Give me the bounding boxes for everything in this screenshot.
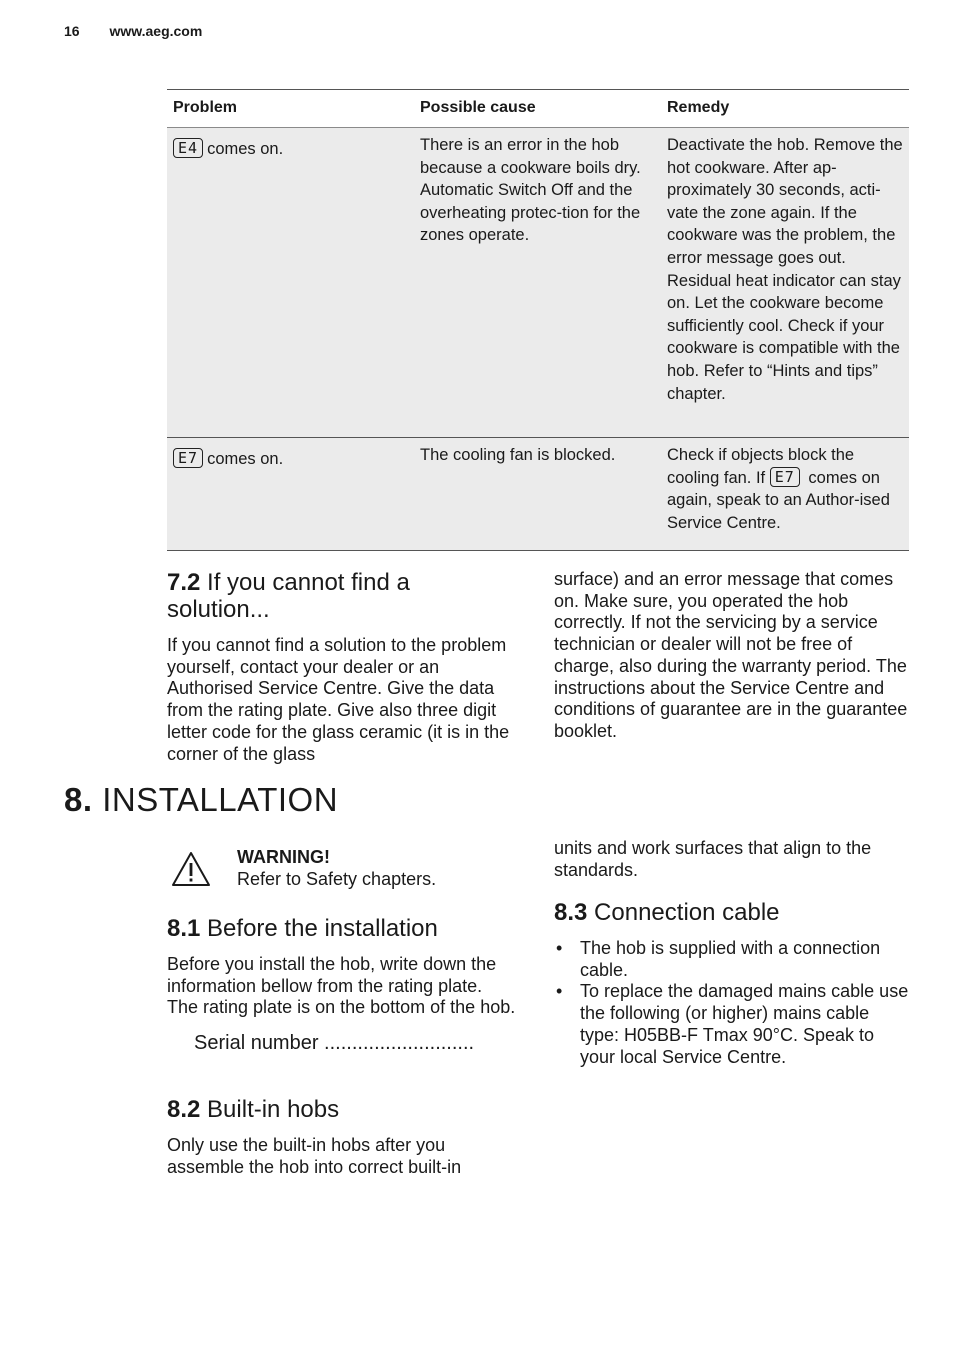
- chapter-title: INSTALLATION: [102, 781, 339, 818]
- section-heading: [167, 915, 517, 942]
- section-8-2: [167, 1096, 517, 1178]
- serial-number-field: Serial number ...........................: [194, 1032, 475, 1055]
- column-header-remedy: Remedy: [661, 90, 909, 128]
- cause-cell: The cooling fan is blocked.: [414, 438, 661, 551]
- section-8-2-continued: [554, 838, 909, 881]
- list-item: • To replace the damaged mains cable use the following (or higher) mains cable type: H05BB-F Tmax 90°C. Speak to your local Service Centre.: [554, 981, 909, 1068]
- remedy-text-before: Check if objects block the cooling fan. If: [667, 446, 855, 487]
- error-code-display-icon: E7: [173, 448, 203, 468]
- section-8-3: [554, 899, 909, 1068]
- section-7-2-right: [554, 569, 909, 743]
- error-code-display-icon: E4: [173, 138, 203, 158]
- problem-text: comes on.: [207, 140, 284, 158]
- table-header-row: [167, 90, 909, 128]
- chapter-heading: [64, 781, 338, 819]
- remedy-cell: [661, 438, 909, 551]
- section-number: 8.1: [167, 915, 201, 942]
- remedy-text-after: comes on again, speak to an Author-ised Service Centre.: [667, 468, 890, 532]
- paragraph: Before you install the hob, write down the information bellow from the rating plate. The rating plate is on the bottom of the hob.: [167, 954, 516, 1018]
- paragraph: units and work surfaces that align to the standards.: [554, 838, 872, 880]
- problem-text: comes on.: [207, 450, 284, 468]
- section-title: Before the installation: [207, 915, 438, 942]
- section-heading: [167, 569, 517, 623]
- problem-cell: [167, 438, 414, 551]
- warning-text: Refer to Safety chapters.: [237, 868, 437, 889]
- section-heading: [167, 1096, 517, 1123]
- section-7-2-left: [167, 569, 517, 765]
- list-item: • The hob is supplied with a connection cable.: [554, 938, 909, 981]
- section-number: 8.2: [167, 1096, 201, 1123]
- warning-triangle-icon: [171, 851, 211, 887]
- section-title: Connection cable: [594, 899, 780, 926]
- paragraph: Only use the built-in hobs after you assemble the hob into correct built-in: [167, 1135, 462, 1177]
- column-header-problem: Problem: [167, 90, 414, 128]
- table-row: [167, 438, 909, 551]
- section-title: Built-in hobs: [207, 1096, 340, 1123]
- warning-title: WARNING!: [237, 847, 330, 867]
- website-url: www.aeg.com: [109, 23, 203, 39]
- problem-cell: [167, 128, 414, 438]
- chapter-number: 8.: [64, 781, 93, 818]
- table-row: [167, 128, 909, 438]
- paragraph: surface) and an error message that comes on. Make sure, you operated the hob correctly. If not the servicing by a service technician or dealer will not be free of charge, also during the warranty period. The instructions about the Service Centre and conditions of guarantee are in the guarantee booklet.: [554, 569, 908, 741]
- troubleshooting-table: [167, 89, 909, 551]
- section-8-1: [167, 915, 517, 1055]
- warning-box: [167, 847, 507, 890]
- page-header: [64, 23, 202, 39]
- remedy-cell: Deactivate the hob. Remove the hot cookware. After ap-proximately 30 seconds, acti-vate the zone again. If the cookware was the problem, the error message goes out. Residual heat indicator can stay on. Let the cookware become sufficiently cool. Check if your cookware is compatible with the hob. Refer to “Hints and tips” chapter.: [661, 128, 909, 438]
- section-number: 7.2: [167, 569, 201, 596]
- bullet-list: [554, 938, 909, 1068]
- section-title: If you cannot find a solution...: [167, 569, 410, 623]
- cause-cell: There is an error in the hob because a cookware boils dry. Automatic Switch Off and the overheating protec-tion for the zones operate.: [414, 128, 661, 438]
- section-heading: [554, 899, 909, 926]
- paragraph: If you cannot find a solution to the problem yourself, contact your dealer or an Authorised Service Centre. Give the data from the rating plate. Give also three digit letter code for the glass ceramic (it is in the corner of the glass: [167, 635, 510, 764]
- column-header-cause: Possible cause: [414, 90, 661, 128]
- page-number: 16: [64, 23, 80, 39]
- section-number: 8.3: [554, 899, 588, 926]
- error-code-display-icon: E7: [770, 467, 800, 487]
